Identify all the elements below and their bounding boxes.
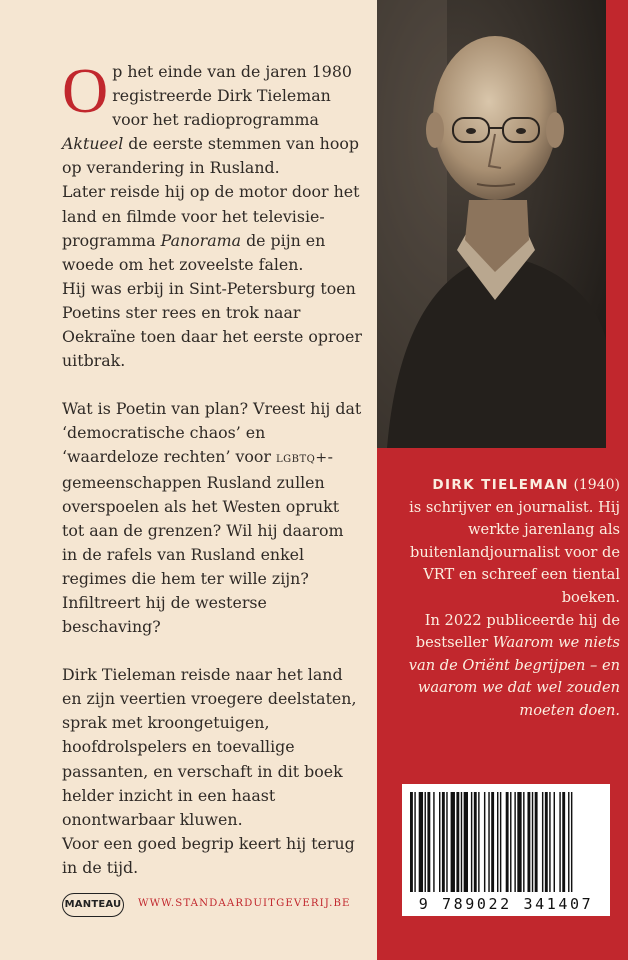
- program-title: Panorama: [160, 230, 242, 250]
- bio-paragraph-1: is schrijver en journalist. Hij werkte jarenlang als buitenlandjournalist voor de VRT en schreef een tiental boeken.: [409, 498, 620, 606]
- blurb-paragraph-4: [62, 397, 362, 639]
- blurb-paragraph-1: [62, 55, 362, 180]
- author-bio: [392, 474, 620, 723]
- author-photo: [377, 0, 606, 448]
- blurb-paragraph-3: Hij was erbij in Sint-Petersburg toen Poetins ster rees en trok naar Oekraïne toen daar het eerste oproer uitbrak.: [62, 278, 362, 371]
- isbn-digits: 9 789022 341407: [418, 895, 594, 913]
- blurb-paragraph-6: Voor een goed begrip keert hij terug in de tijd.: [62, 833, 355, 877]
- blurb-paragraph-2: [62, 180, 362, 276]
- blurb-text: p het einde van de jaren 1980 registreerde Dirk Tieleman voor het radioprogramma: [112, 62, 352, 130]
- publisher-url: WWW.STANDAARDUITGEVERIJ.BE: [138, 898, 351, 909]
- small-caps-acronym: lgbtq+: [276, 450, 328, 467]
- book-title: Waarom we niets van de Oriënt begrijpen – en waarom we dat wel zouden moeten doen.: [408, 634, 620, 719]
- author-name: DIRK TIELEMAN: [432, 477, 569, 493]
- blurb-text: Later reisde hij op de motor door het land en filmde voor het televisieprogramma: [62, 182, 360, 250]
- drop-cap: O: [62, 55, 109, 126]
- barcode-bars: [402, 784, 610, 894]
- blurb-text: -gemeenschappen Rusland zullen overspoelen als het Westen oprukt tot aan de grenzen? Wil hij daarom in de rafels van Rusland enkel regimes die hem ter wille zijn? Infiltreert hij de westerse beschaving?: [62, 447, 344, 637]
- bio-text: In 2022 publiceerde hij de bestseller: [415, 611, 620, 652]
- bio-paragraph-2: [392, 610, 620, 723]
- blurb-text: de eerste stemmen van hoop op verandering in Rusland.: [62, 134, 359, 178]
- blurb-text: Wat is Poetin van plan? Vreest hij dat ‘democratische chaos’ en ‘waardeloze rechten’ voor: [62, 399, 362, 467]
- bio-heading: [392, 474, 620, 497]
- isbn-barcode: [402, 784, 610, 916]
- program-title: Aktueel: [62, 134, 124, 154]
- blurb-paragraph-5: Dirk Tieleman reisde naar het land en zijn veertien vroegere deelstaten, sprak met kroongetuigen, hoofdrolspelers en toevallige passanten, en verschaft in dit boek helder inzicht in een haast onontwarbaar kluwen.: [62, 665, 357, 829]
- publisher-logo: MANTEAU: [62, 893, 124, 917]
- blurb-text: de pijn en woede om het zoveelste falen.: [62, 230, 326, 274]
- author-birth-year: (1940): [573, 477, 620, 493]
- back-cover-blurb: [62, 55, 362, 880]
